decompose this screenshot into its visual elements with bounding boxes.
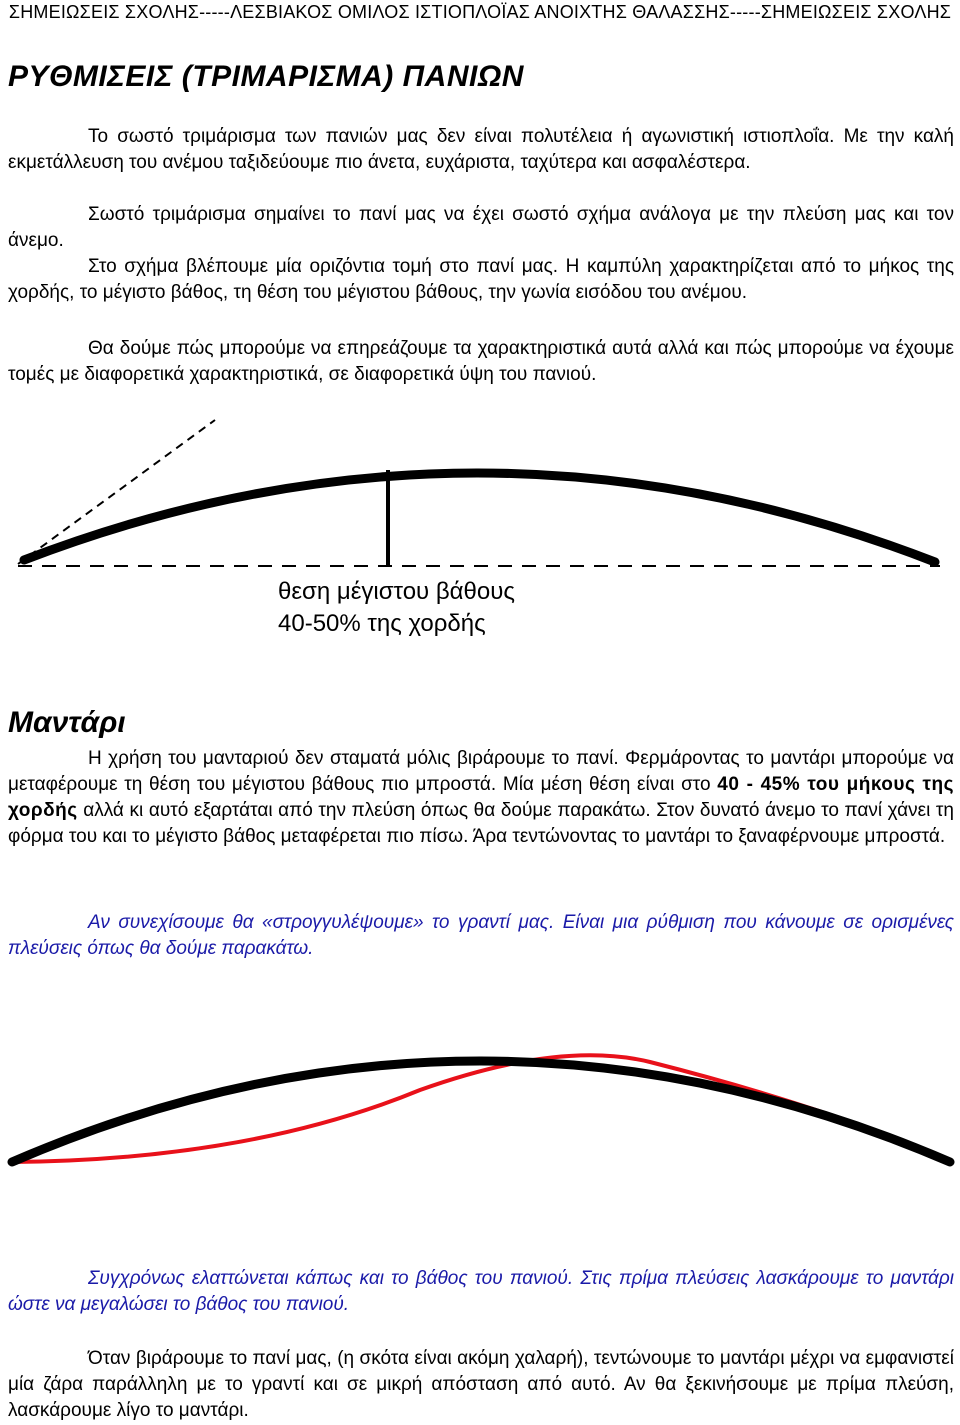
sail-comparison-figure (0, 1010, 960, 1180)
intro-paragraph-4: Θα δούμε πώς μπορούμε να επηρεάζουμε τα χαρακτηριστικά αυτά αλλά και πώς μπορούμε να έχουμε τομές με διαφορετικά χαρακτηριστικά, σε διαφορετικά ύψη του πανιού. (8, 338, 954, 385)
mantari-paragraph-3: Συγχρόνως ελαττώνεται κάπως και το βάθος του πανιού. Στις πρίμα πλεύσεις λασκάρουμε το μαντάρι ώστε να μεγαλώσει το βάθος του πανιού. (8, 1268, 954, 1315)
intro-paragraph-1: Το σωστό τριμάρισμα των πανιών μας δεν είναι πολυτέλεια ή αγωνιστική ιστιοπλοΐα. Με την καλή εκμετάλλευση του ανέμου ταξιδεύουμε πιο άνετα, ευχάριστα, ταχύτερα και ασφαλέστερα. (8, 126, 954, 173)
max-depth-label-line-2: 40-50% της χορδής (278, 610, 486, 637)
mantari-paragraph-1 (8, 746, 954, 850)
sail-curve (24, 473, 935, 562)
section-title-mantari: Μαντάρι (8, 706, 126, 739)
page-title: ΡΥΘΜΙΣΕΙΣ (ΤΡΙΜΑΡΙΣΜΑ) ΠΑΝΙΩΝ (8, 60, 524, 93)
mantari-p1-text-a: Η χρήση του μανταριού δεν σταματά μόλις βιράρουμε το πανί. Φερμάροντας το μαντάρι μπορούμε να μεταφέρουμε τη θέση του μέγιστου βάθους πιο μπροστά. Μία μέση θέση είναι στο (8, 748, 954, 795)
mantari-p1-text-b: αλλά κι αυτό εξαρτάται από την πλεύση όπως θα δούμε παρακάτω. Στον δυνατό άνεμο το πανί χάνει τη φόρμα του και το μέγιστο βάθος μεταφέρεται πιο πίσω. Άρα τεντώνοντας το μαντάρι το ξαναφέρνουμε μπροστά. (8, 800, 954, 847)
sail-comparison-diagram (0, 1010, 960, 1180)
max-depth-label-line-1: θεση μέγιστου βάθους (278, 578, 515, 605)
mantari-p1-bold: 40 - 45% του μήκους της χορδής (8, 774, 954, 821)
intro-paragraph-2: Σωστό τριμάρισμα σημαίνει το πανί μας να έχει σωστό σχήμα ανάλογα με την πλεύση μας και τον άνεμο. (8, 204, 954, 251)
mantari-paragraph-4: Όταν βιράρουμε το πανί μας, (η σκότα είναι ακόμη χαλαρή), τεντώνουμε το μαντάρι μέχρι να εμφανιστεί μία ζάρα παράλληλη με το γραντί και σε μικρή απόσταση από αυτό. Αν θα ξεκινήσουμε με πρίμα πλεύση, λασκάρουμε λίγο το μαντάρι. (8, 1348, 954, 1421)
sail-section-figure (0, 410, 960, 650)
black-curve (12, 1061, 950, 1162)
entry-angle-line (18, 420, 215, 564)
page-header: ΣΗΜΕΙΩΣΕΙΣ ΣΧΟΛΗΣ-----ΛΕΣΒΙΑΚΟΣ ΟΜΙΛΟΣ ΙΣΤΙΟΠΛΟΪΑΣ ΑΝΟΙΧΤΗΣ ΘΑΛΑΣΣΗΣ-----ΣΗΜΕΙΩΣΕΙΣ ΣΧΟΛΗΣ (8, 2, 952, 22)
intro-paragraph-3: Στο σχήμα βλέπουμε μία οριζόντια τομή στο πανί μας. Η καμπύλη χαρακτηρίζεται από το μήκος της χορδής, το μέγιστο βάθος, τη θέση του μέγιστου βάθους, την γωνία εισόδου του ανέμου. (8, 256, 954, 303)
mantari-paragraph-2: Αν συνεχίσουμε θα «στρογγυλέψουμε» το γραντί μας. Είναι μια ρύθμιση που κάνουμε σε ορισμένες πλεύσεις όπως θα δούμε παρακάτω. (8, 912, 954, 959)
